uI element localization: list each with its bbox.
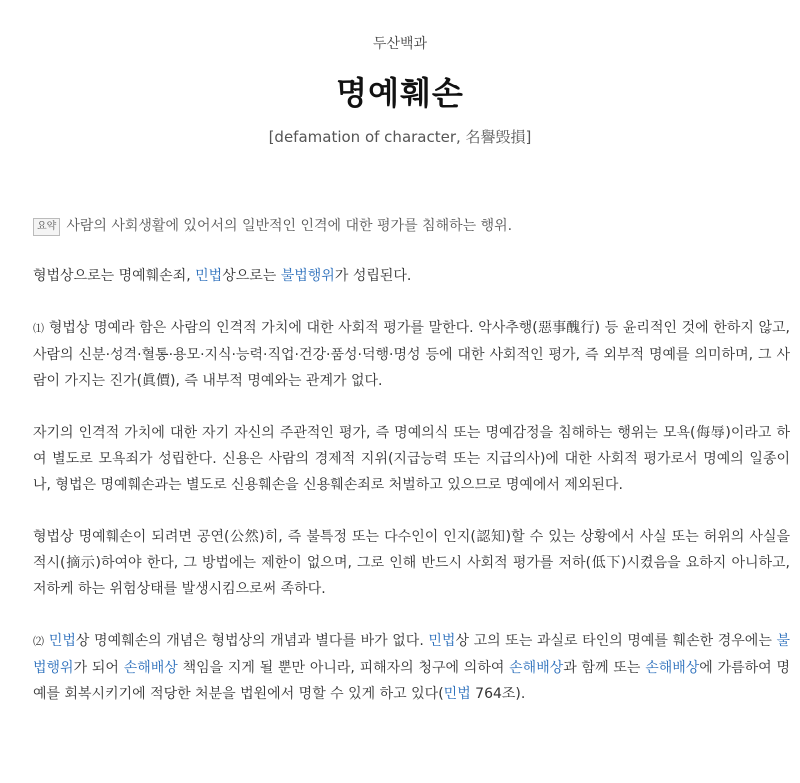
text: 가 되어 <box>73 660 124 676</box>
link-civil-law[interactable]: 민법 <box>48 633 76 649</box>
text: 책임을 지게 될 뿐만 아니라, 피해자의 청구에 의하여 <box>177 660 510 676</box>
section1-paragraph <box>33 315 790 394</box>
link-damages[interactable]: 손해배상 <box>123 660 178 676</box>
page-subtitle: [defamation of character, 名譽毁損] <box>268 128 532 146</box>
link-damages[interactable]: 손해배상 <box>509 660 564 676</box>
text: 상으로는 <box>222 268 281 284</box>
summary <box>33 213 790 239</box>
text: 가 성립된다. <box>334 268 412 284</box>
paragraph-criminal-defamation: 형법상 명예훼손이 되려면 공연(公然)히, 즉 불특정 또는 다수인이 인지(認知)할 수 있는 상황에서 사실 또는 허위의 사실을 적시(摘示)하여야 한다, 그 방법에는 제한이 없으며, 그로 인해 반드시 사회적 평가를 저하(低下)시켰음을 요하지 아니하고, 저하케 하는 위험상태를 발생시킴으로써 족하다. <box>33 529 790 597</box>
section1-text: 형법상 명예라 함은 사람의 인격적 가치에 대한 사회적 평가를 말한다. 악사추행(惡事醜行) 등 윤리적인 것에 한하지 않고, 사람의 신분·성격·혈통·용모·지식·능력·직업·건강·품성·덕행·명성 등에 대한 사회적인 평가, 즉 외부적 명예를 의미하며, 그 사람이 가지는 진가(眞價), 즉 내부적 명예와는 관계가 없다. <box>33 320 790 389</box>
text: 에 가름하여 명예를 회복시키기에 적당한 처분을 법원에서 명할 수 있게 하고 있다( <box>33 660 790 702</box>
text: 764조). <box>470 686 526 702</box>
section-marker: ⑴ <box>33 322 45 335</box>
text: 상 명예훼손의 개념은 형법상의 개념과 별다를 바가 없다. <box>75 633 429 649</box>
paragraph-insult: 자기의 인격적 가치에 대한 자기 자신의 주관적인 평가, 즉 명예의식 또는 명예감정을 침해하는 행위는 모욕(侮辱)이라고 하여 별도로 모욕죄가 성립한다. 신용은 사람의 경제적 지위(지급능력 또는 지급의사)에 대한 사회적 평가로서 명예의 일종이나, 형법은 명예훼손과는 별도로 신용훼손을 신용훼손죄로 처벌하고 있으므로 명예에서 제외된다. <box>33 425 790 493</box>
text: 형법상으로는 명예훼손죄, <box>33 268 196 284</box>
section-marker: ⑵ <box>33 635 45 648</box>
summary-text: 사람의 사회생활에 있어서의 일반적인 인격에 대한 평가를 침해하는 행위. <box>66 218 513 234</box>
section2-paragraph <box>33 628 790 707</box>
page-title: 명예훼손 <box>336 74 464 112</box>
link-civil-law[interactable]: 민법 <box>195 268 223 284</box>
article-body <box>33 213 790 733</box>
link-civil-law[interactable]: 민법 <box>428 633 456 649</box>
link-tort[interactable]: 불법행위 <box>280 268 335 284</box>
summary-badge: 요약 <box>33 218 60 236</box>
text: 과 함께 또는 <box>563 660 646 676</box>
link-damages[interactable]: 손해배상 <box>645 660 700 676</box>
intro-paragraph <box>33 263 790 289</box>
link-civil-law[interactable]: 민법 <box>443 686 471 702</box>
link-tort[interactable]: 불법행위 <box>33 633 791 676</box>
source-label: 두산백과 <box>372 36 428 52</box>
text: 상 고의 또는 과실로 타인의 명예를 훼손한 경우에는 <box>455 633 777 649</box>
